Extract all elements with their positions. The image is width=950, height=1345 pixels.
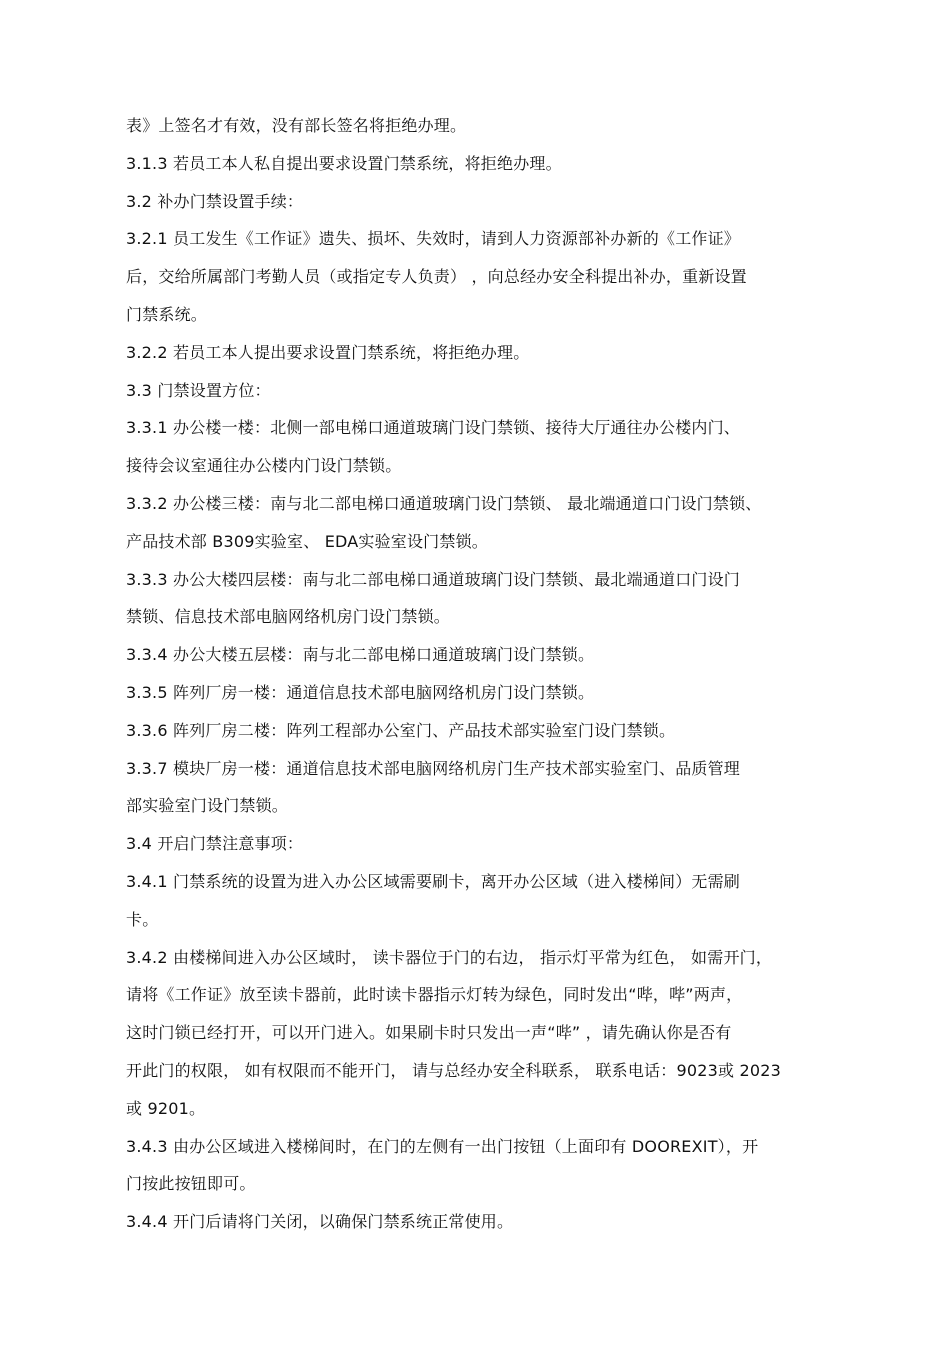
text-line: 3.3.3 办公大楼四层楼：南与北二部电梯口通道玻璃门设门禁锁、最北端通道口门设门 bbox=[126, 569, 740, 589]
text-line: 后，交给所属部门考勤人员（或指定专人负责） ，向总经办安全科提出补办，重新设置 bbox=[126, 267, 747, 287]
text-line: 表》上签名才有效，没有部长签名将拒绝办理。 bbox=[126, 116, 467, 135]
text-line: 3.4.3 由办公区域进入楼梯间时，在门的左侧有一出门按钮（上面印有 DOOREXIT），开 bbox=[126, 1136, 759, 1156]
text-line: 3.3.4 办公大楼五层楼：南与北二部电梯口通道玻璃门设门禁锁。 bbox=[126, 645, 595, 665]
text-line: 3.2.2 若员工本人提出要求设置门禁系统，将拒绝办理。 bbox=[126, 342, 530, 362]
text-line: 门按此按钮即可。 bbox=[126, 1174, 256, 1194]
text-line: 或 9201。 bbox=[126, 1098, 206, 1118]
text-line: 3.3.5 阵列厂房一楼：通道信息技术部电脑网络机房门设门禁锁。 bbox=[126, 682, 595, 702]
text-line: 3.3 门禁设置方位： bbox=[126, 380, 271, 400]
text-line: 3.3.6 阵列厂房二楼：阵列工程部办公室门、产品技术部实验室门设门禁锁。 bbox=[126, 720, 676, 740]
text-line: 这时门锁已经打开，可以开门进入。如果刷卡时只发出一声“哔” ，请先确认你是否有 bbox=[126, 1023, 732, 1043]
text-line: 3.4.1 门禁系统的设置为进入办公区域需要刷卡，离开办公区域（进入楼梯间）无需刷 bbox=[126, 871, 740, 891]
text-line: 门禁系统。 bbox=[126, 304, 208, 324]
text-line: 3.2 补办门禁设置手续： bbox=[126, 191, 304, 211]
text-line: 禁锁、信息技术部电脑网络机房门设门禁锁。 bbox=[126, 607, 451, 627]
text-line: 3.4.4 开门后请将门关闭，以确保门禁系统正常使用。 bbox=[126, 1212, 514, 1232]
text-line: 3.4.2 由楼梯间进入办公区域时， 读卡器位于门的右边， 指示灯平常为红色， 如需开门， bbox=[126, 947, 773, 967]
text-line: 3.3.1 办公楼一楼：北侧一部电梯口通道玻璃门设门禁锁、接待大厅通往办公楼内门、 bbox=[126, 418, 740, 438]
document-body bbox=[126, 107, 866, 1241]
text-line: 产品技术部 B309实验室、 EDA实验室设门禁锁。 bbox=[126, 531, 488, 551]
text-line: 3.2.1 员工发生《工作证》遗失、损坏、失效时，请到人力资源部补办新的《工作证》 bbox=[126, 229, 740, 249]
text-line: 3.3.7 模块厂房一楼：通道信息技术部电脑网络机房门生产技术部实验室门、品质管理 bbox=[126, 758, 740, 778]
text-line: 3.3.2 办公楼三楼：南与北二部电梯口通道玻璃门设门禁锁、 最北端通道口门设门禁锁、 bbox=[126, 493, 762, 513]
text-line: 请将《工作证》放至读卡器前，此时读卡器指示灯转为绿色，同时发出“哔，哔”两声， bbox=[126, 985, 743, 1005]
text-line: 3.4 开启门禁注意事项： bbox=[126, 834, 304, 854]
text-line: 部实验室门设门禁锁。 bbox=[126, 796, 289, 816]
text-line: 卡。 bbox=[126, 909, 159, 929]
text-line: 接待会议室通往办公楼内门设门禁锁。 bbox=[126, 456, 402, 476]
text-line: 3.1.3 若员工本人私自提出要求设置门禁系统，将拒绝办理。 bbox=[126, 153, 562, 173]
text-line: 开此门的权限， 如有权限而不能开门， 请与总经办安全科联系， 联系电话：9023或 2023 bbox=[126, 1060, 781, 1080]
